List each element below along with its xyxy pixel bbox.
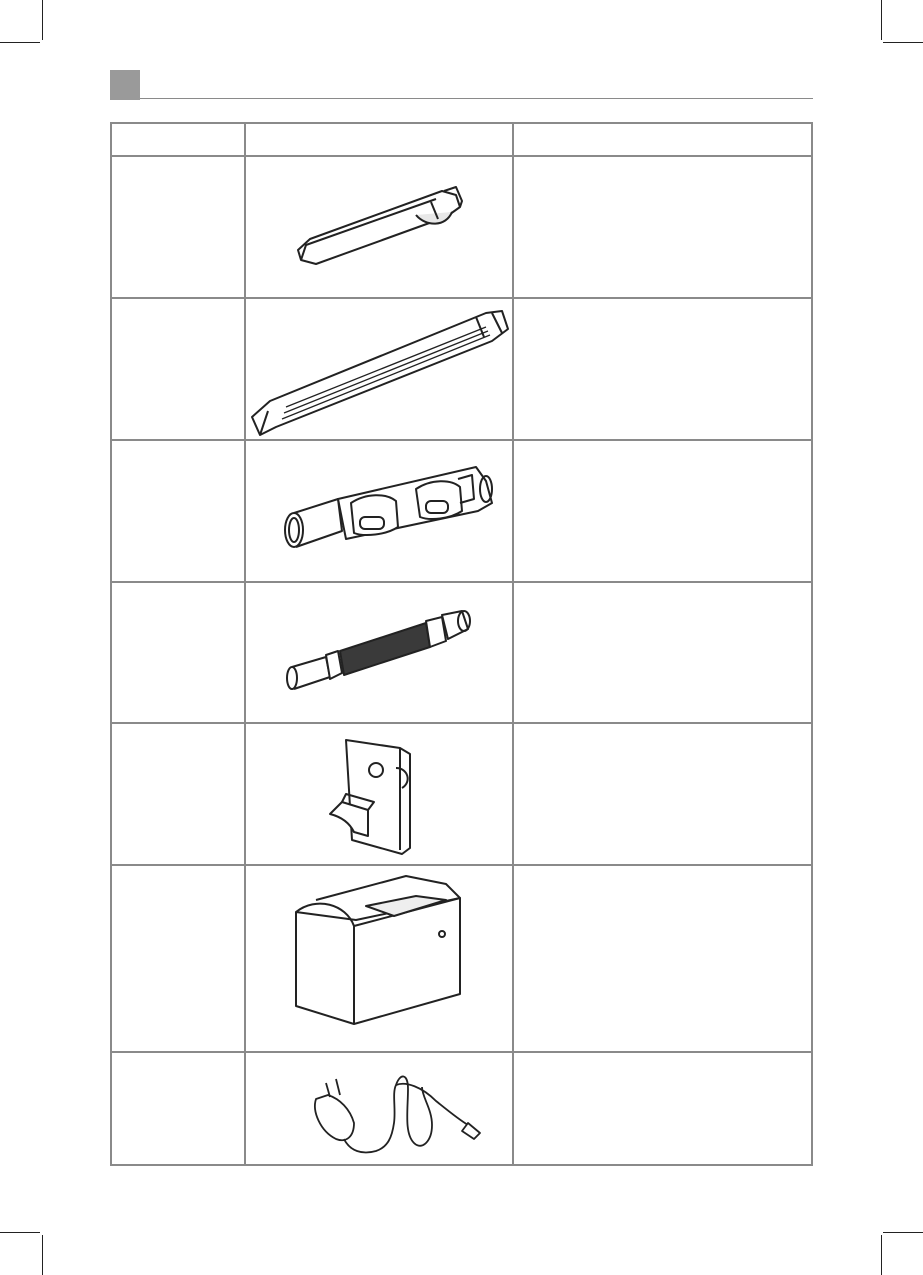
wall-bracket-icon	[246, 724, 512, 864]
table-row	[246, 441, 512, 581]
section-marker	[110, 70, 140, 100]
crop-mark	[883, 42, 923, 43]
table-row	[246, 157, 512, 297]
table-row	[246, 583, 512, 723]
table-row	[246, 299, 512, 439]
accessories-table	[110, 122, 813, 1166]
crop-mark	[881, 1235, 882, 1275]
charger-adapter-icon	[246, 1053, 512, 1164]
crop-mark	[0, 1232, 40, 1233]
crop-mark	[881, 0, 882, 40]
flexible-hose-icon	[246, 583, 512, 723]
table-border	[811, 122, 813, 1166]
crop-mark	[883, 1232, 923, 1233]
crop-mark	[42, 0, 43, 40]
charging-base-icon	[246, 866, 512, 1051]
table-row	[246, 1053, 512, 1164]
column-divider	[512, 122, 514, 1166]
crop-mark	[42, 1235, 43, 1275]
table-border	[110, 122, 112, 1166]
long-crevice-tool-icon	[246, 299, 512, 439]
table-row	[246, 724, 512, 864]
table-row	[246, 866, 512, 1051]
table-border	[110, 122, 813, 124]
header-rule	[140, 98, 813, 99]
crevice-tool-icon	[246, 157, 512, 297]
table-border	[110, 1164, 813, 1166]
extension-tube-icon	[246, 441, 512, 581]
crop-mark	[0, 42, 40, 43]
